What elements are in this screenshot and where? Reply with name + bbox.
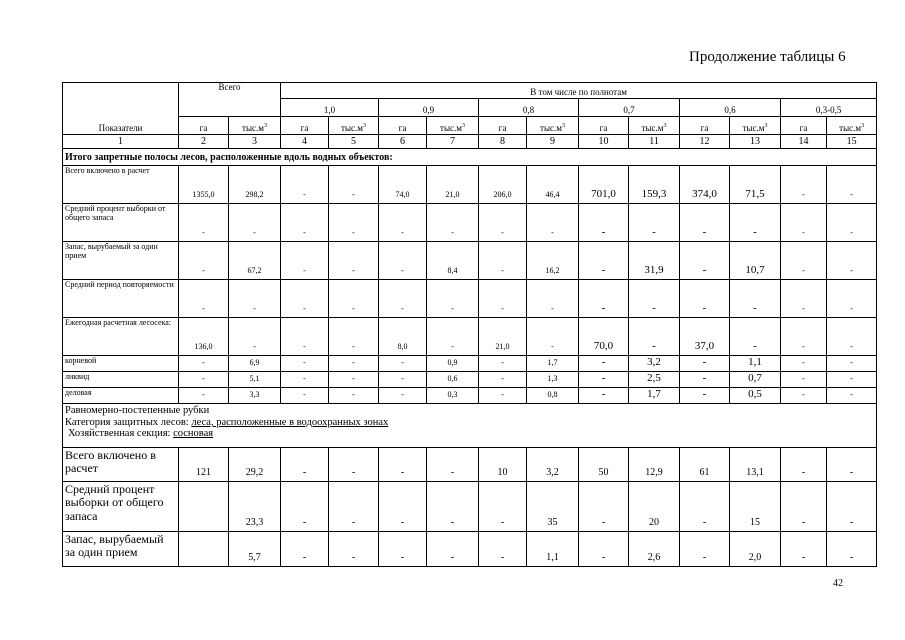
- unit-m3-header: [329, 117, 379, 135]
- data-cell: 701,0: [579, 166, 629, 204]
- section-label: Хозяйственная секция:: [68, 428, 174, 440]
- data-cell: -: [680, 242, 730, 280]
- data-cell: 61: [680, 448, 730, 482]
- data-cell: 6,9: [229, 356, 281, 372]
- data-cell: -: [329, 372, 379, 388]
- data-cell: 50: [579, 448, 629, 482]
- data-cell: -: [427, 482, 479, 532]
- data-cell: -: [379, 204, 427, 242]
- density-header: 0,3-0,5: [781, 99, 877, 117]
- section-info: [63, 404, 877, 448]
- data-cell: -: [827, 356, 877, 372]
- data-cell: -: [379, 242, 427, 280]
- data-cell: -: [629, 204, 680, 242]
- data-cell: -: [827, 204, 877, 242]
- data-cell: -: [579, 532, 629, 567]
- page-title: Продолжение таблицы 6: [689, 49, 846, 65]
- data-cell: 1,3: [527, 372, 579, 388]
- row-label: Средний период повторяемости: [63, 280, 179, 318]
- column-number: 13: [730, 135, 781, 149]
- data-cell: 37,0: [680, 318, 730, 356]
- table-row: [63, 318, 877, 356]
- data-cell: -: [281, 532, 329, 567]
- data-cell: 1,7: [629, 388, 680, 404]
- data-cell: 70,0: [579, 318, 629, 356]
- unit-ha-header: га: [579, 117, 629, 135]
- unit-m3-superscript: 3: [461, 123, 465, 130]
- data-cell: 3,2: [629, 356, 680, 372]
- data-cell: 159,3: [629, 166, 680, 204]
- data-cell: -: [479, 388, 527, 404]
- column-number: 2: [179, 135, 229, 149]
- data-cell: 74,0: [379, 166, 427, 204]
- data-cell: -: [427, 448, 479, 482]
- data-cell: 2,6: [629, 532, 680, 567]
- forest-data-table: [62, 82, 877, 567]
- data-cell: 21,0: [427, 166, 479, 204]
- data-cell: -: [427, 280, 479, 318]
- column-number: 12: [680, 135, 730, 149]
- unit-m3-label: тыс.м: [341, 123, 363, 134]
- data-cell: -: [680, 388, 730, 404]
- data-cell: -: [281, 388, 329, 404]
- data-cell: -: [281, 448, 329, 482]
- density-header: 0,8: [479, 99, 579, 117]
- page-number: 42: [833, 578, 843, 589]
- unit-m3-label: тыс.м: [540, 123, 562, 134]
- data-cell: [179, 532, 229, 567]
- data-cell: -: [629, 280, 680, 318]
- data-cell: -: [229, 318, 281, 356]
- data-cell: -: [827, 318, 877, 356]
- data-cell: -: [579, 280, 629, 318]
- data-cell: 16,2: [527, 242, 579, 280]
- column-number: 7: [427, 135, 479, 149]
- row-label: Всего включено в расчет: [63, 448, 179, 482]
- unit-m3-label: тыс.м: [839, 123, 862, 134]
- category-label: Категория защитных лесов:: [65, 416, 192, 428]
- data-cell: 1355,0: [179, 166, 229, 204]
- column-number: 10: [579, 135, 629, 149]
- data-cell: -: [579, 356, 629, 372]
- data-cell: -: [379, 388, 427, 404]
- data-cell: 0,5: [730, 388, 781, 404]
- data-cell: -: [329, 388, 379, 404]
- data-cell: -: [579, 204, 629, 242]
- data-cell: -: [329, 280, 379, 318]
- unit-m3-label: тыс.м: [742, 123, 765, 134]
- data-cell: -: [781, 204, 827, 242]
- data-cell: -: [527, 318, 579, 356]
- unit-m3-label: тыс.м: [440, 123, 462, 134]
- data-cell: 67,2: [229, 242, 281, 280]
- data-cell: 12,9: [629, 448, 680, 482]
- table-row: [63, 356, 877, 372]
- unit-m3-label: тыс.м: [641, 123, 664, 134]
- table-row: [63, 204, 877, 242]
- unit-ha-header: га: [179, 117, 229, 135]
- data-cell: [179, 482, 229, 532]
- density-header: 0,6: [680, 99, 781, 117]
- data-cell: 8,0: [379, 318, 427, 356]
- category-value: леса, расположенные в водоохранных зонах: [191, 416, 389, 428]
- column-number: 1: [63, 135, 179, 149]
- section-value: сосновая: [173, 428, 214, 440]
- data-cell: 136,0: [179, 318, 229, 356]
- data-cell: -: [827, 448, 877, 482]
- unit-m3-header: [629, 117, 680, 135]
- data-cell: 0,3: [427, 388, 479, 404]
- data-cell: -: [479, 372, 527, 388]
- column-number: 4: [281, 135, 329, 149]
- total-header: Всего: [179, 83, 281, 117]
- data-cell: -: [680, 532, 730, 567]
- row-label: корневой: [63, 356, 179, 372]
- data-cell: -: [781, 388, 827, 404]
- data-cell: 1,7: [527, 356, 579, 372]
- data-cell: -: [179, 204, 229, 242]
- row-label: Запас, вырубаемый за один прием: [63, 532, 179, 567]
- data-cell: -: [827, 372, 877, 388]
- data-cell: -: [781, 242, 827, 280]
- data-cell: -: [479, 242, 527, 280]
- data-cell: -: [281, 242, 329, 280]
- column-number: 11: [629, 135, 680, 149]
- data-cell: -: [680, 356, 730, 372]
- data-cell: -: [781, 280, 827, 318]
- protective-category: [65, 417, 874, 429]
- data-cell: 0,9: [427, 356, 479, 372]
- data-cell: -: [479, 204, 527, 242]
- data-cell: -: [179, 388, 229, 404]
- data-cell: -: [730, 318, 781, 356]
- data-cell: -: [579, 242, 629, 280]
- data-cell: 71,5: [730, 166, 781, 204]
- table-row: [63, 388, 877, 404]
- column-number: 14: [781, 135, 827, 149]
- data-cell: -: [281, 204, 329, 242]
- data-cell: 298,2: [229, 166, 281, 204]
- data-cell: 35: [527, 482, 579, 532]
- table-row: [63, 482, 877, 532]
- data-cell: -: [827, 280, 877, 318]
- data-cell: -: [329, 166, 379, 204]
- data-cell: -: [827, 242, 877, 280]
- data-cell: 1,1: [527, 532, 579, 567]
- data-cell: -: [781, 318, 827, 356]
- cutting-type: Равномерно-постепенные рубки: [65, 405, 210, 417]
- data-cell: -: [329, 448, 379, 482]
- data-cell: -: [781, 532, 827, 567]
- unit-m3-header: [427, 117, 479, 135]
- density-header: 1,0: [281, 99, 379, 117]
- data-cell: 2,5: [629, 372, 680, 388]
- data-cell: -: [579, 482, 629, 532]
- density-header: 0,9: [379, 99, 479, 117]
- table-row: [63, 280, 877, 318]
- data-cell: 46,4: [527, 166, 579, 204]
- data-cell: -: [680, 280, 730, 318]
- including-header: В том числе по полнотам: [281, 83, 877, 99]
- data-cell: -: [427, 204, 479, 242]
- data-cell: -: [781, 482, 827, 532]
- data-cell: -: [229, 280, 281, 318]
- table-row: [63, 166, 877, 204]
- table-row: [63, 372, 877, 388]
- row-label: Средний процент выборки от общего запаса: [63, 204, 179, 242]
- data-cell: -: [329, 482, 379, 532]
- data-cell: -: [329, 242, 379, 280]
- data-cell: 8,4: [427, 242, 479, 280]
- data-cell: -: [379, 356, 427, 372]
- data-cell: -: [379, 448, 427, 482]
- data-cell: -: [827, 482, 877, 532]
- unit-m3-label: тыс.м: [242, 123, 264, 134]
- unit-m3-superscript: 3: [263, 123, 267, 130]
- data-cell: -: [281, 318, 329, 356]
- section-title: Итого запретные полосы лесов, расположенные вдоль водных объектов:: [63, 149, 877, 166]
- column-number: 15: [827, 135, 877, 149]
- data-cell: -: [281, 482, 329, 532]
- column-number: 9: [527, 135, 579, 149]
- data-cell: 21,0: [479, 318, 527, 356]
- data-cell: 121: [179, 448, 229, 482]
- data-cell: -: [781, 448, 827, 482]
- data-cell: 20: [629, 482, 680, 532]
- data-cell: -: [479, 280, 527, 318]
- data-cell: -: [329, 356, 379, 372]
- unit-m3-header: [730, 117, 781, 135]
- data-cell: -: [379, 532, 427, 567]
- data-cell: 29,2: [229, 448, 281, 482]
- data-cell: -: [527, 280, 579, 318]
- unit-m3-superscript: 3: [362, 123, 366, 130]
- data-cell: -: [730, 280, 781, 318]
- table-row: [63, 532, 877, 567]
- column-number: 5: [329, 135, 379, 149]
- unit-ha-header: га: [479, 117, 527, 135]
- unit-ha-header: га: [281, 117, 329, 135]
- data-cell: -: [680, 372, 730, 388]
- data-cell: -: [579, 388, 629, 404]
- data-cell: -: [781, 166, 827, 204]
- table-row: [63, 448, 877, 482]
- data-cell: -: [379, 482, 427, 532]
- data-cell: -: [329, 318, 379, 356]
- data-cell: -: [479, 356, 527, 372]
- data-cell: 31,9: [629, 242, 680, 280]
- data-cell: -: [827, 388, 877, 404]
- data-cell: 10: [479, 448, 527, 482]
- data-cell: -: [281, 372, 329, 388]
- economic-section: [65, 428, 874, 440]
- data-cell: 1,1: [730, 356, 781, 372]
- column-number: 6: [379, 135, 427, 149]
- data-cell: -: [730, 204, 781, 242]
- unit-m3-header: [827, 117, 877, 135]
- data-cell: -: [781, 356, 827, 372]
- data-cell: 13,1: [730, 448, 781, 482]
- data-cell: -: [427, 532, 479, 567]
- data-cell: -: [827, 532, 877, 567]
- data-cell: 3,3: [229, 388, 281, 404]
- data-cell: -: [479, 482, 527, 532]
- data-cell: -: [379, 280, 427, 318]
- unit-ha-header: га: [781, 117, 827, 135]
- data-cell: -: [281, 166, 329, 204]
- table-row: [63, 242, 877, 280]
- data-cell: 374,0: [680, 166, 730, 204]
- row-label: Всего включено в расчет: [63, 166, 179, 204]
- data-cell: 3,2: [527, 448, 579, 482]
- data-cell: -: [680, 204, 730, 242]
- data-cell: -: [379, 372, 427, 388]
- row-label: Запас, вырубаемый за один прием: [63, 242, 179, 280]
- data-cell: 5,7: [229, 532, 281, 567]
- data-cell: 206,0: [479, 166, 527, 204]
- density-header: 0,7: [579, 99, 680, 117]
- data-cell: -: [179, 280, 229, 318]
- data-cell: -: [329, 204, 379, 242]
- data-cell: -: [179, 356, 229, 372]
- unit-m3-header: [527, 117, 579, 135]
- data-cell: -: [427, 318, 479, 356]
- indicators-header: Показатели: [63, 83, 179, 135]
- column-number: 3: [229, 135, 281, 149]
- data-cell: -: [827, 166, 877, 204]
- column-number: 8: [479, 135, 527, 149]
- data-cell: -: [629, 318, 680, 356]
- unit-m3-superscript: 3: [764, 123, 768, 130]
- unit-m3-superscript: 3: [663, 123, 667, 130]
- unit-m3-header: [229, 117, 281, 135]
- row-label: Ежегодная расчетная лесосека:: [63, 318, 179, 356]
- data-cell: 0,7: [730, 372, 781, 388]
- data-cell: 5,1: [229, 372, 281, 388]
- data-cell: 15: [730, 482, 781, 532]
- data-cell: 23,3: [229, 482, 281, 532]
- data-cell: 0,6: [427, 372, 479, 388]
- row-label: Средний процент выборки от общего запаса: [63, 482, 179, 532]
- data-cell: -: [680, 482, 730, 532]
- data-cell: -: [281, 280, 329, 318]
- unit-m3-superscript: 3: [561, 123, 565, 130]
- data-cell: -: [329, 532, 379, 567]
- row-label: ликвид: [63, 372, 179, 388]
- data-cell: -: [527, 204, 579, 242]
- data-cell: -: [479, 532, 527, 567]
- data-cell: -: [229, 204, 281, 242]
- data-cell: 10,7: [730, 242, 781, 280]
- data-cell: -: [579, 372, 629, 388]
- row-label: деловая: [63, 388, 179, 404]
- unit-ha-header: га: [379, 117, 427, 135]
- data-cell: 2,0: [730, 532, 781, 567]
- unit-m3-superscript: 3: [861, 123, 865, 130]
- data-cell: 0,8: [527, 388, 579, 404]
- data-cell: -: [281, 356, 329, 372]
- data-cell: -: [179, 372, 229, 388]
- data-cell: -: [781, 372, 827, 388]
- data-cell: -: [179, 242, 229, 280]
- unit-ha-header: га: [680, 117, 730, 135]
